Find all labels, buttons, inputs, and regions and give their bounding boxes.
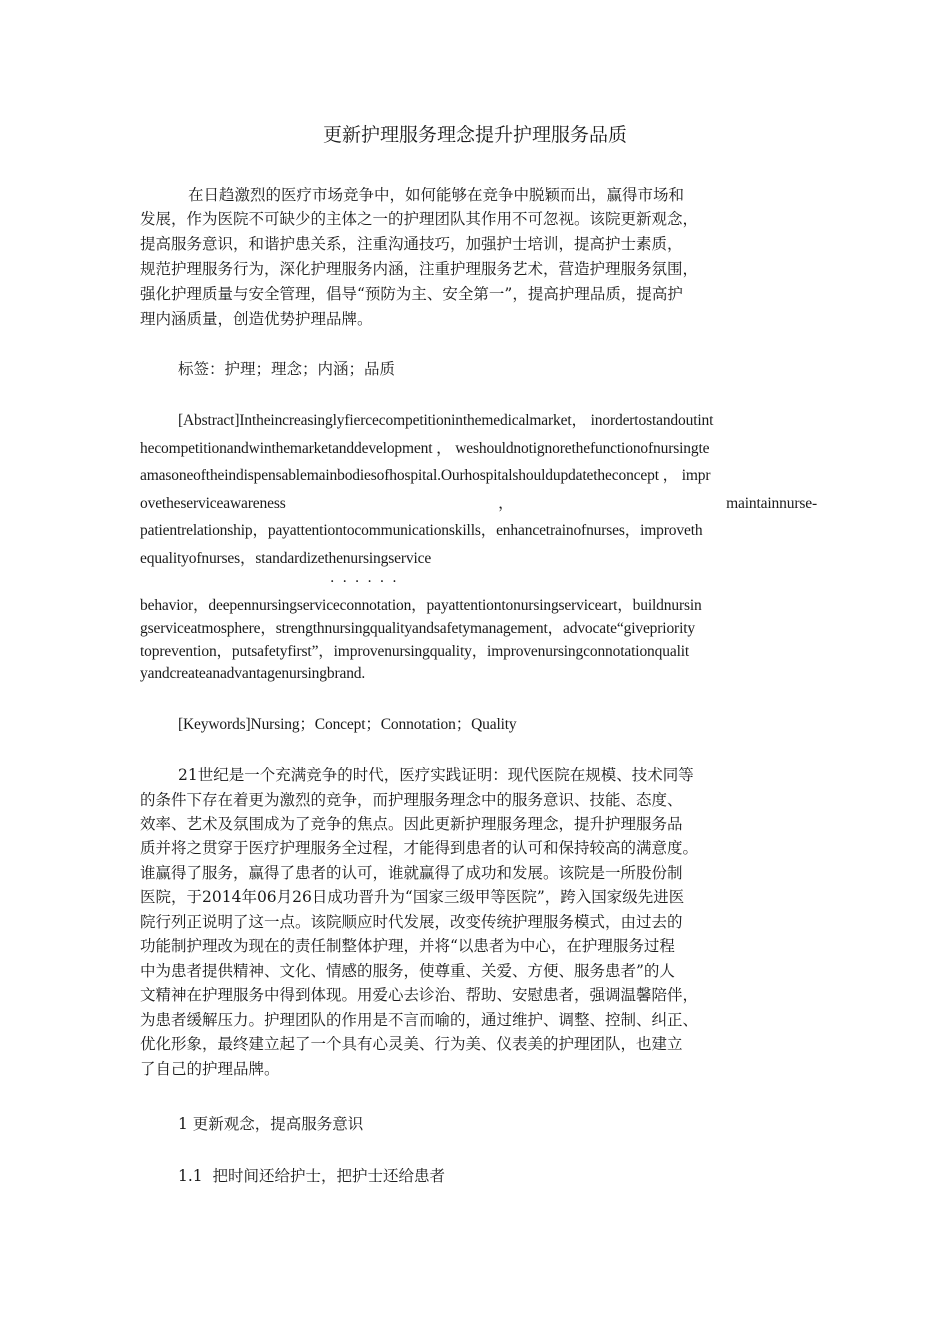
emphasis-dots: ······ (330, 574, 405, 590)
abstract-cn-line: 在日趋激烈的医疗市场竞争中，如何能够在竞争中脱颖而出，赢得市场和 (188, 186, 685, 204)
abstract-en-line: [Abstract]Intheincreasinglyfiercecompetitioninthemedicalmarket， inordertostandoutint (178, 412, 714, 429)
abstract-en-line: amasoneoftheindispensablemainbodiesofhospital.Ourhospitalshouldupdatetheconcept ， impr (140, 467, 711, 484)
keywords-cn: 标签：护理；理念；内涵；品质 (178, 360, 396, 378)
abstract-cn-line: 规范护理服务行为，深化护理服务内涵，注重护理服务艺术，营造护理服务氛围， (140, 260, 699, 278)
subsection-heading: 1.1 把时间还给护士，把护士还给患者 (178, 1167, 446, 1185)
abstract-en-line: hecompetitionandwinthemarketanddevelopment ， weshouldnotignorethefunctionofnursingte (140, 440, 710, 457)
abstract-en-segment: ， (498, 495, 514, 512)
document-title: 更新护理服务理念提升护理服务品质 (322, 124, 627, 146)
body-line: 效率、艺术及氛围成为了竞争的焦点。因此更新护理服务理念，提升护理服务品 (140, 815, 683, 833)
abstract-cn-line: 理内涵质量，创造优势护理品牌。 (140, 310, 373, 328)
body-line: 中为患者提供精神、文化、情感的服务，使尊重、关爱、方便、服务患者”的人 (140, 962, 675, 980)
body-line: 21世纪是一个充满竞争的时代，医疗实践证明：现代医院在规模、技术同等 (178, 766, 694, 784)
abstract-en-line: behavior，deepennursingserviceconnotation，payattentiontonursingserviceart，buildnursin (140, 597, 702, 614)
abstract-en-line: gserviceatmosphere，strengthnursingqualityandsafetymanagement，advocate“givepriority (140, 620, 695, 637)
body-line: 医院，于2014年06月26日成功晋升为“国家三级甲等医院”，跨入国家级先进医 (140, 888, 685, 906)
section-heading: 1 更新观念，提高服务意识 (178, 1115, 364, 1133)
body-line: 谁赢得了服务，赢得了患者的认可，谁就赢得了成功和发展。该院是一所股份制 (140, 864, 683, 882)
body-line: 院行列正说明了这一点。该院顺应时代发展，改变传统护理服务模式，由过去的 (140, 913, 683, 931)
body-line: 优化形象，最终建立起了一个具有心灵美、行为美、仪表美的护理团队，也建立 (140, 1035, 683, 1053)
abstract-en-line: toprevention，putsafetyfirst”，improvenursingquality，improvenursingconnotationqualit (140, 643, 690, 660)
abstract-en-justified-line (140, 493, 817, 515)
abstract-cn-line: 发展，作为医院不可缺少的主体之一的护理团队其作用不可忽视。该院更新观念， (140, 210, 699, 228)
keywords-en: [Keywords]Nursing；Concept；Connotation；Quality (178, 716, 517, 733)
body-line: 了自己的护理品牌。 (140, 1060, 280, 1078)
body-line: 文精神在护理服务中得到体现。用爱心去诊治、帮助、安慰患者，强调温馨陪伴， (140, 986, 699, 1004)
body-line: 为患者缓解压力。护理团队的作用是不言而喻的，通过维护、调整、控制、纠正、 (140, 1011, 699, 1029)
body-line: 功能制护理改为现在的责任制整体护理，并将“以患者为中心，在护理服务过程 (140, 937, 675, 955)
abstract-cn-line: 提高服务意识，和谐护患关系，注重沟通技巧，加强护士培训，提高护士素质， (140, 235, 683, 253)
abstract-en-segment: ovetheserviceawareness (140, 495, 286, 512)
abstract-en-line: equalityofnurses，standardizethenursingservice (140, 550, 432, 567)
abstract-cn-line: 强化护理质量与安全管理，倡导“预防为主、安全第一”，提高护理品质，提高护 (140, 285, 683, 303)
abstract-en-segment: maintainnurse- (726, 495, 817, 512)
abstract-en-line: yandcreateanadvantagenursingbrand. (140, 665, 366, 682)
body-line: 质并将之贯穿于医疗护理服务全过程，才能得到患者的认可和保持较高的满意度。 (140, 839, 699, 857)
abstract-en-line: patientrelationship，payattentiontocommunicationskills，enhancetrainofnurses，improveth (140, 522, 703, 539)
body-line: 的条件下存在着更为激烈的竞争，而护理服务理念中的服务意识、技能、态度、 (140, 791, 683, 809)
